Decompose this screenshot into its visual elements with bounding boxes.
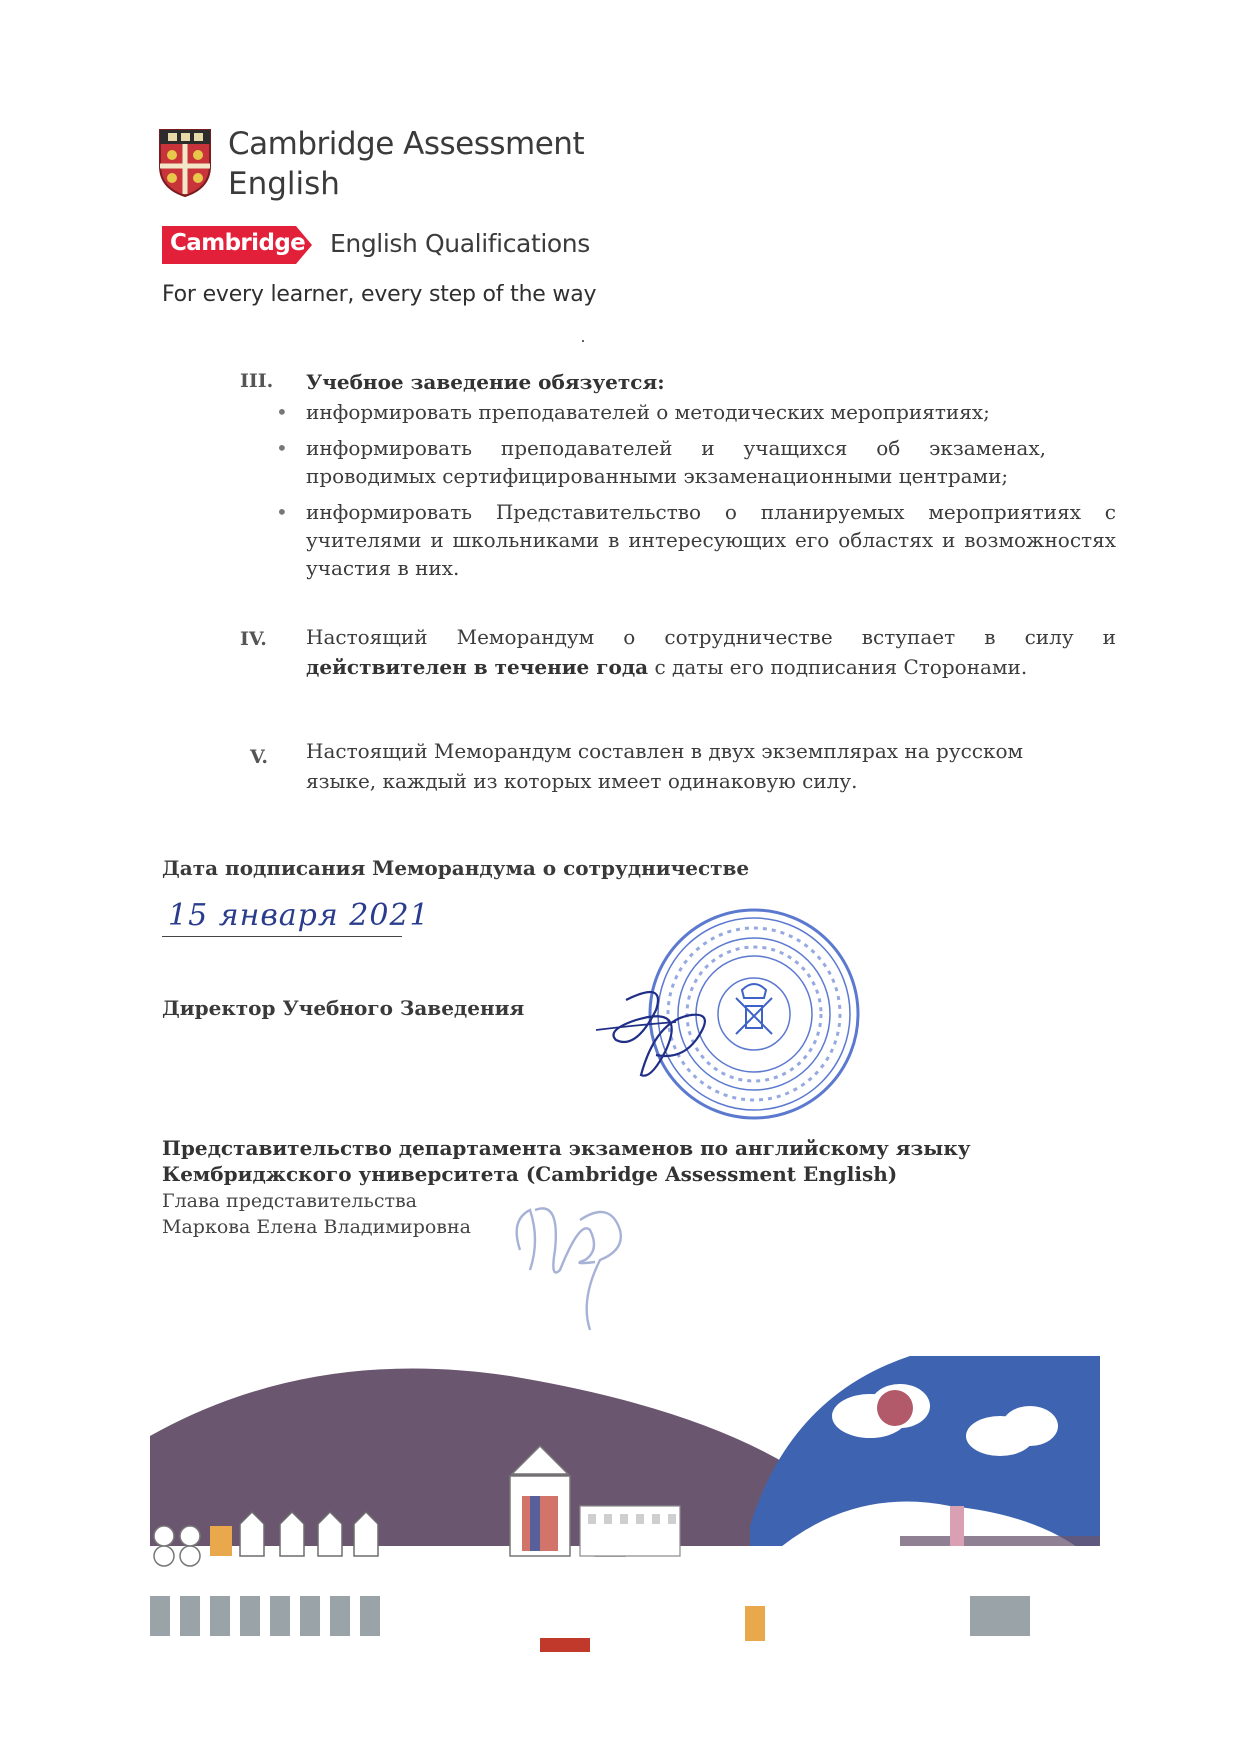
section-iv-text-start: Настоящий Меморандум о сотрудничестве вступает в силу и bbox=[306, 625, 1116, 649]
section-numeral-iv: IV. bbox=[240, 628, 267, 650]
cambridge-assessment-logo bbox=[158, 126, 618, 206]
representative-signature bbox=[500, 1190, 650, 1340]
english-qualifications-logo bbox=[162, 226, 642, 266]
cambridge-landscape-illustration bbox=[150, 1356, 1100, 1656]
representative-line2: Кембриджского университета (Cambridge Assessment English) bbox=[162, 1162, 898, 1186]
director-label: Директор Учебного Заведения bbox=[162, 996, 525, 1020]
section-iv-text-end: с даты его подписания Сторонами. bbox=[648, 655, 1028, 679]
cambridge-badge-text: Cambridge bbox=[170, 230, 306, 256]
signing-date-label: Дата подписания Меморандума о сотрудничестве bbox=[162, 856, 750, 880]
director-signature bbox=[596, 980, 736, 1090]
representative-line1: Представительство департамента экзаменов по английскому языку bbox=[162, 1136, 971, 1160]
tagline: For every learner, every step of the way bbox=[162, 282, 597, 307]
section-text-v: Настоящий Меморандум составлен в двух экземплярах на русском языке, каждый из которых имеет одинаковую силу. bbox=[306, 739, 1024, 793]
list-item: • информировать преподавателей о методических мероприятиях; bbox=[306, 398, 1116, 426]
section-text-iv bbox=[306, 622, 1116, 682]
qualifications-text: English Qualifications bbox=[330, 229, 590, 258]
section-iv-bold: действителен в течение года bbox=[306, 655, 649, 679]
obligations-list bbox=[306, 398, 1116, 590]
representative-name: Маркова Елена Владимировна bbox=[162, 1216, 471, 1238]
representative-position: Глава представительства bbox=[162, 1190, 417, 1212]
handwritten-date: 15 января 2021 bbox=[168, 898, 430, 933]
date-underline bbox=[162, 936, 402, 937]
list-item: • информировать Представительство о планируемых мероприятиях с учителями и школьниками в интересующих его областях и возможностях участия в них. bbox=[306, 498, 1116, 582]
section-title-iii: Учебное заведение обязуется: bbox=[306, 370, 665, 394]
list-item: • информировать преподавателей и учащихся об экзаменах, проводимых сертифицированными экзаменационными центрами; bbox=[306, 434, 1046, 490]
section-numeral-v: V. bbox=[250, 746, 269, 768]
section-numeral-iii: III. bbox=[240, 370, 274, 392]
cambridge-crest-icon bbox=[158, 128, 212, 198]
logo-text-line1: Cambridge Assessment bbox=[228, 126, 585, 162]
scan-dot bbox=[582, 340, 584, 342]
logo-text-line2: English bbox=[228, 166, 340, 202]
